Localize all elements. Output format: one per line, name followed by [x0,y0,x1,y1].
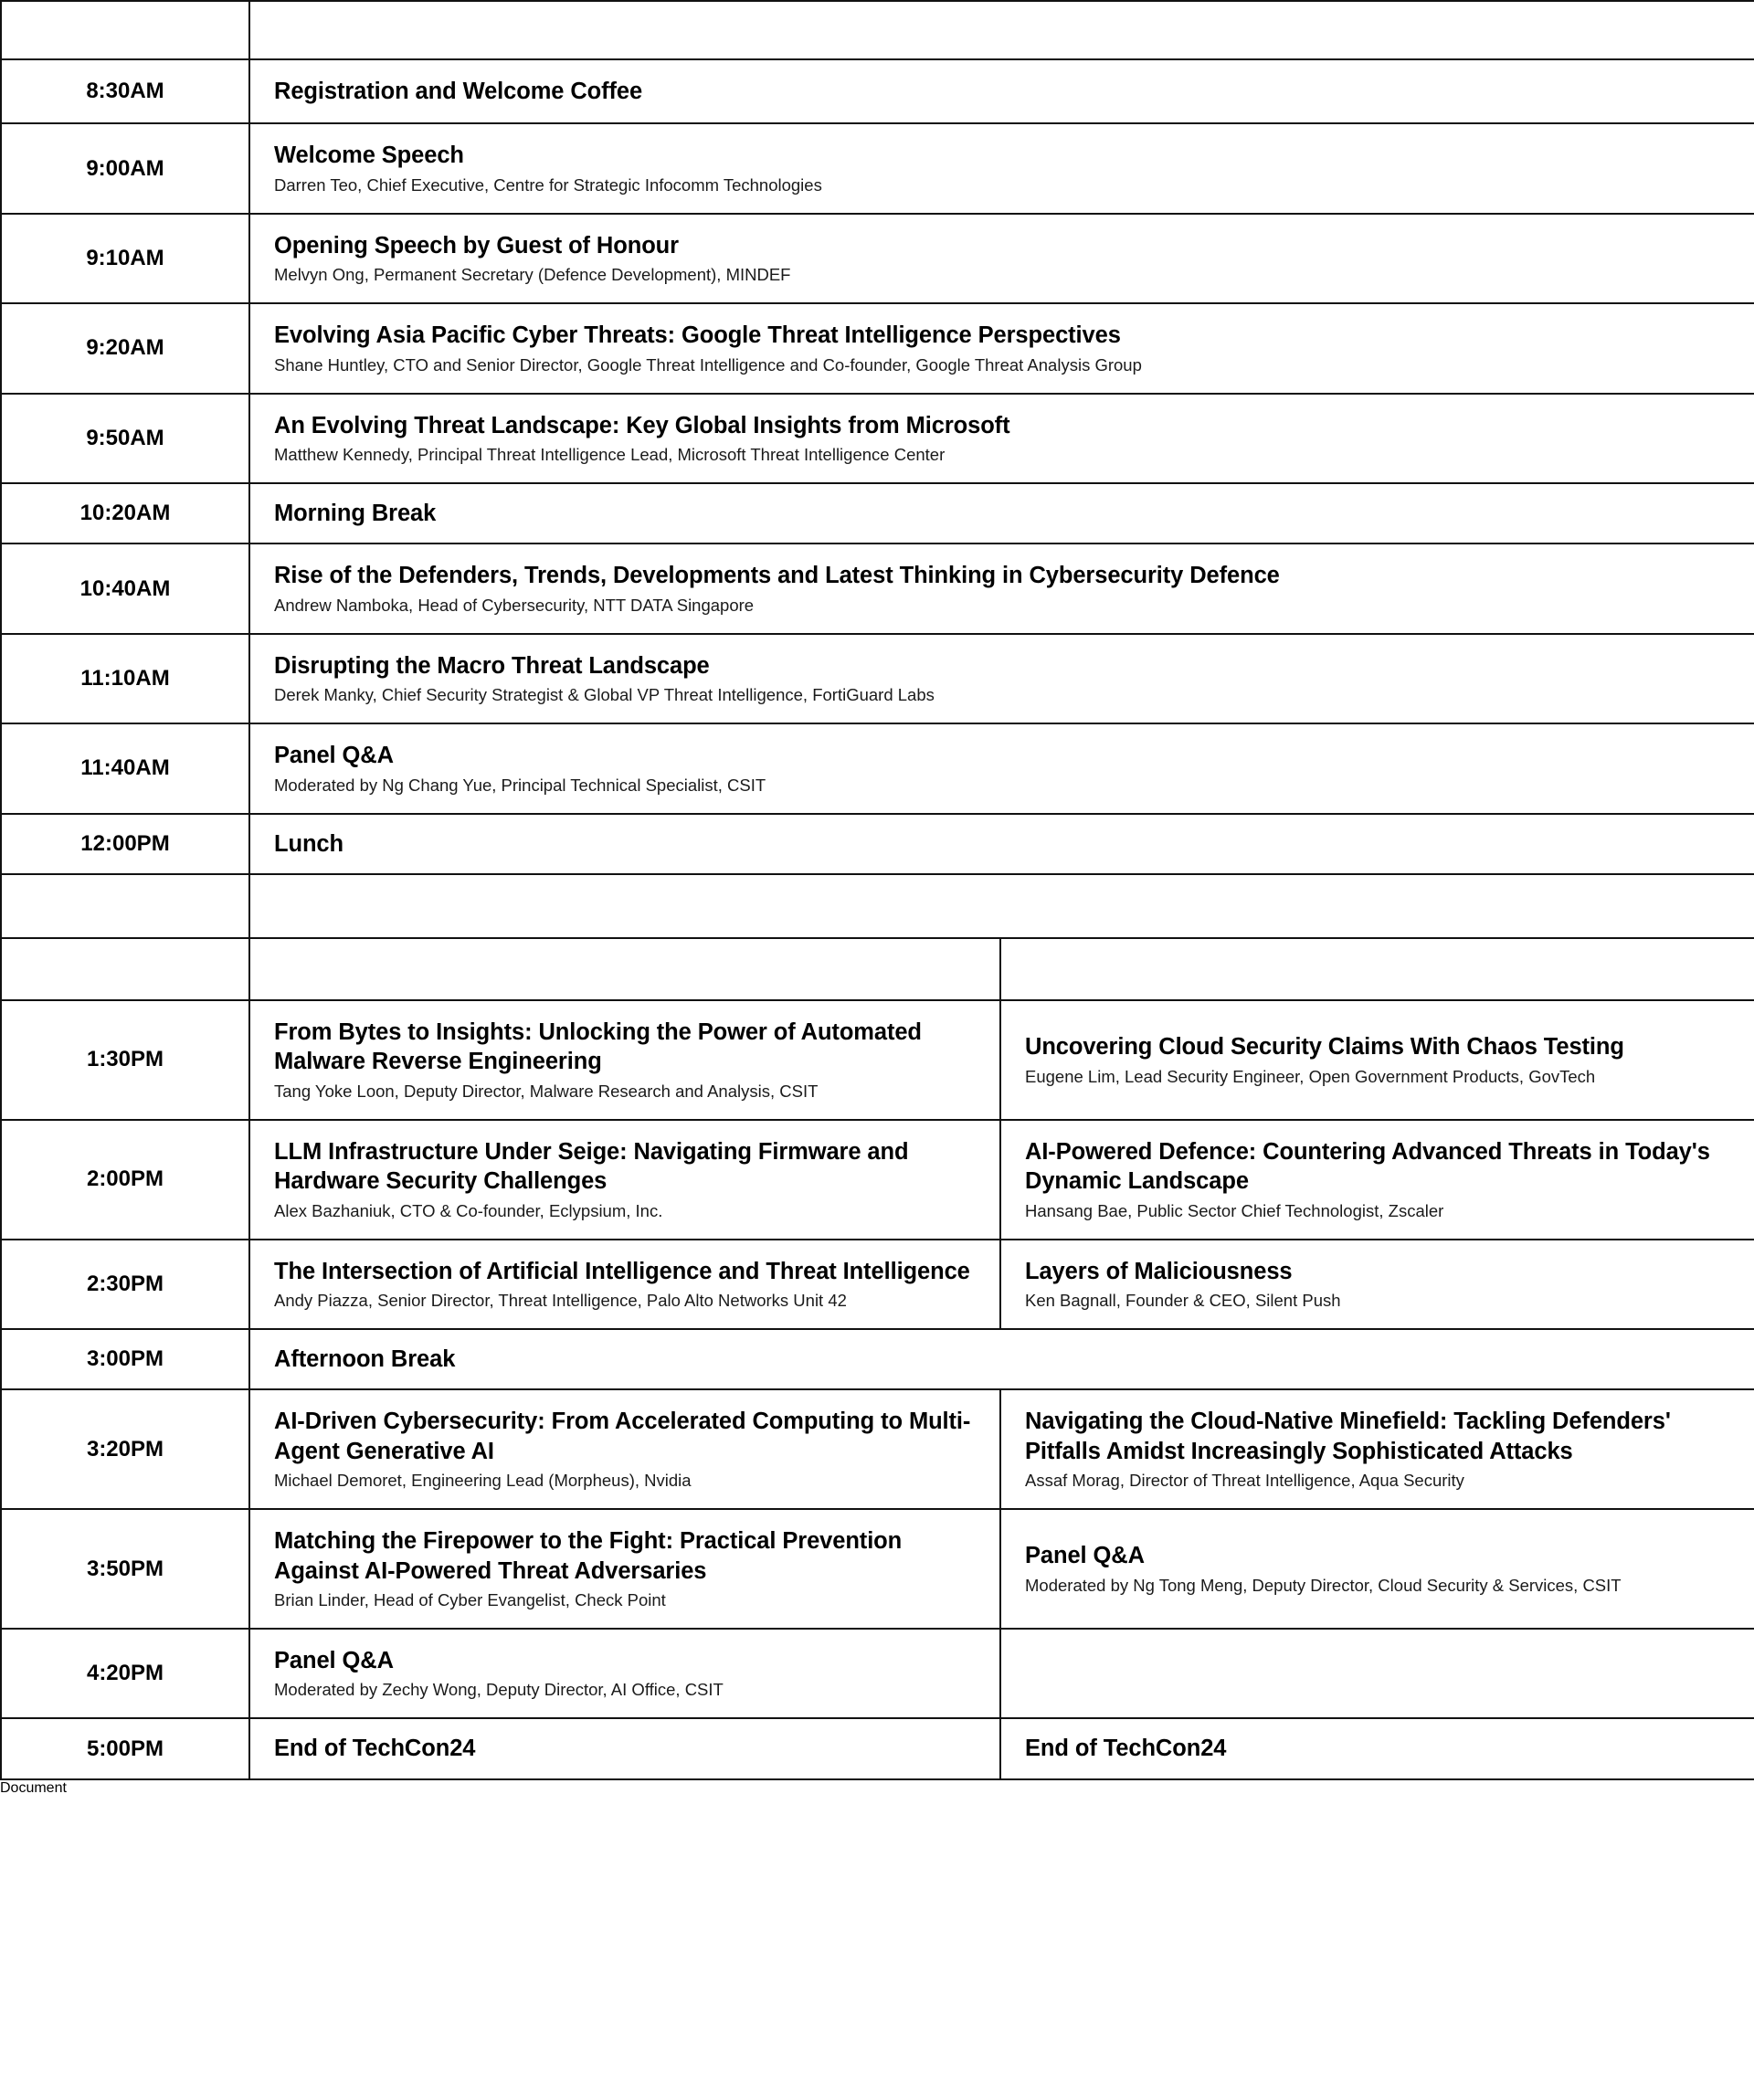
table-row [1,1000,1754,1120]
session-time: 12:00PM [1,814,249,874]
afternoon-header-row [1,874,1754,938]
session-speaker: Melvyn Ong, Permanent Secretary (Defence Development), MINDEF [274,265,791,285]
session-time: 3:50PM [1,1509,249,1629]
session-title: AI-Driven Cybersecurity: From Accelerated Computing to Multi-Agent Generative AI [274,1409,971,1464]
session-cell-ai [249,1120,1000,1240]
session-title: Morning Break [274,501,437,527]
session-time: 2:30PM [1,1240,249,1329]
session-speaker: Ken Bagnall, Founder & CEO, Silent Push [1025,1291,1341,1311]
session-speaker: Shane Huntley, CTO and Senior Director, Google Threat Intelligence and Co-founder, Google Threat Analysis Group [274,354,1142,375]
session-title: Layers of Maliciousness [1025,1258,1293,1284]
session-cell-ai [249,1000,1000,1120]
session-cell [249,543,1754,633]
session-speaker: Moderated by Zechy Wong, Deputy Director, AI Office, CSIT [274,1680,724,1700]
session-speaker: Assaf Morag, Director of Threat Intelligence, Aqua Security [1025,1471,1464,1491]
session-title: Lunch [274,830,343,857]
session-cell-cloud [1000,1389,1754,1509]
session-title: End of TechCon24 [274,1736,476,1762]
table-row [1,1120,1754,1240]
table-row [1,1629,1754,1718]
session-time: 3:00PM [1,1329,249,1389]
session-speaker: Tang Yoke Loon, Deputy Director, Malware Research and Analysis, CSIT [274,1081,819,1101]
afternoon-sessions-header: AFTERNOON SESSIONS [249,874,1754,938]
session-title: Disrupting the Macro Threat Landscape [274,652,710,679]
table-row [1,214,1754,303]
session-cell-ai [249,1389,1000,1509]
session-cell [249,483,1754,543]
session-time: 8:30AM [1,59,249,123]
session-cell-cloud [1000,1120,1754,1240]
session-time: 5:00PM [1,1718,249,1778]
session-speaker: Brian Linder, Head of Cyber Evangelist, Check Point [274,1590,666,1610]
session-cell [249,634,1754,723]
table-row [1,394,1754,483]
session-speaker: Michael Demoret, Engineering Lead (Morpheus), Nvidia [274,1471,692,1491]
session-time: 11:40AM [1,723,249,813]
session-time: 9:00AM [1,123,249,213]
session-cell-cloud-empty [1000,1629,1754,1718]
session-title: Panel Q&A [274,743,394,769]
session-time: 4:20PM [1,1629,249,1718]
session-title: LLM Infrastructure Under Seige: Navigating Firmware and Hardware Security Challenges [274,1138,909,1195]
session-time: 11:10AM [1,634,249,723]
session-cell [249,814,1754,874]
morning-session-header: MORNING SESSION [249,1,1754,59]
session-title: Navigating the Cloud-Native Minefield: Tackling Defenders' Pitfalls Amidst Increasingly Sophisticated Attacks [1025,1409,1671,1464]
session-time: 9:50AM [1,394,249,483]
session-title: Opening Speech by Guest of Honour [274,232,679,259]
session-cell-ai [249,1509,1000,1629]
table-row [1,1509,1754,1629]
session-title: Evolving Asia Pacific Cyber Threats: Google Threat Intelligence Perspectives [274,322,1121,349]
session-speaker: Darren Teo, Chief Executive, Centre for Strategic Infocomm Technologies [274,174,822,195]
session-time: 1:30PM [1,1000,249,1120]
session-title: End of TechCon24 [1025,1736,1227,1762]
session-time: 10:20AM [1,483,249,543]
session-cell [249,303,1754,393]
morning-header-row [1,1,1754,59]
session-time: 3:20PM [1,1389,249,1509]
session-speaker: Moderated by Ng Chang Yue, Principal Technical Specialist, CSIT [274,775,766,795]
session-title: Panel Q&A [1025,1543,1145,1569]
session-cell-ai [249,1240,1000,1329]
session-title: An Evolving Threat Landscape: Key Global Insights from Microsoft [274,412,1010,438]
session-cell [249,394,1754,483]
session-cell [249,723,1754,813]
session-cell [249,59,1754,123]
session-title: Rise of the Defenders, Trends, Developments and Latest Thinking in Cybersecurity Defence [274,563,1280,589]
session-title: Registration and Welcome Coffee [274,79,643,104]
session-cell-cloud [1000,1718,1754,1778]
session-speaker: Hansang Bae, Public Sector Chief Technologist, Zscaler [1025,1200,1444,1220]
session-title: The Intersection of Artificial Intelligence and Threat Intelligence [274,1258,970,1284]
session-time: 9:20AM [1,303,249,393]
session-cell-ai [249,1718,1000,1778]
session-speaker: Eugene Lim, Lead Security Engineer, Open Government Products, GovTech [1025,1066,1596,1086]
track-header-cloud: Cloud Security [1000,938,1754,1000]
session-cell [249,1329,1754,1389]
table-row [1,59,1754,123]
session-title: From Bytes to Insights: Unlocking the Power of Automated Malware Reverse Engineering [274,1019,922,1075]
session-title: Uncovering Cloud Security Claims With Chaos Testing [1025,1034,1624,1061]
time-column-spacer [1,874,249,938]
session-time: 10:40AM [1,543,249,633]
session-time: 2:00PM [1,1120,249,1240]
session-speaker: Matthew Kennedy, Principal Threat Intelligence Lead, Microsoft Threat Intelligence Center [274,445,946,465]
table-row [1,1389,1754,1509]
session-speaker: Andrew Namboka, Head of Cybersecurity, NTT DATA Singapore [274,595,755,615]
table-row [1,1240,1754,1329]
session-speaker: Moderated by Ng Tong Meng, Deputy Director, Cloud Security & Services, CSIT [1025,1575,1622,1595]
session-cell-ai [249,1629,1000,1718]
session-title: Matching the Firepower to the Fight: Practical Prevention Against AI-Powered Threat Adversaries [274,1528,903,1584]
session-cell [249,214,1754,303]
table-row [1,483,1754,543]
table-row [1,303,1754,393]
table-row [1,814,1754,874]
session-speaker: Andy Piazza, Senior Director, Threat Intelligence, Palo Alto Networks Unit 42 [274,1291,847,1311]
time-column-spacer [1,938,249,1000]
session-time: 9:10AM [1,214,249,303]
track-header-ai: Artificial Intelligence in Cybersecurity [249,938,1000,1000]
session-cell-cloud [1000,1240,1754,1329]
session-speaker: Derek Manky, Chief Security Strategist & Global VP Threat Intelligence, FortiGuard Labs [274,685,935,705]
session-title: AI-Powered Defence: Countering Advanced Threats in Today's Dynamic Landscape [1025,1138,1710,1195]
table-row [1,723,1754,813]
session-cell [249,123,1754,213]
session-cell-cloud [1000,1509,1754,1629]
track-header-row [1,938,1754,1000]
session-title: Welcome Speech [274,142,464,169]
table-row [1,1329,1754,1389]
session-cell-cloud [1000,1000,1754,1120]
time-column-header: TIME [1,1,249,59]
table-row [1,1718,1754,1778]
table-row [1,123,1754,213]
session-title: Afternoon Break [274,1346,456,1373]
table-row [1,543,1754,633]
session-speaker: Alex Bazhaniuk, CTO & Co-founder, Eclypsium, Inc. [274,1200,663,1220]
table-row [1,634,1754,723]
session-title: Panel Q&A [274,1648,394,1674]
